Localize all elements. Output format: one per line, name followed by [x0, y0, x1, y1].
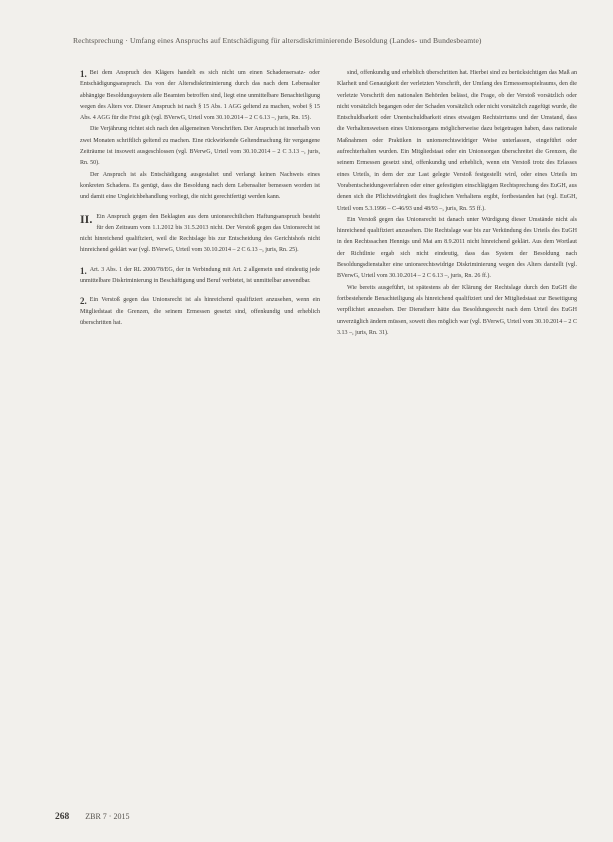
paragraph [337, 283, 577, 339]
paragraph-text: Ein Anspruch gegen den Beklagten aus dem unionsrechtlichen Haftungsanspruch besteht für den Zeitraum vom 1.1.2012 bis 31.5.2013 nicht. Der Verstoß gegen das Unionsrecht ist nicht hinreichend qualifiziert, weil die Rechtslage bis zur Entscheidung des Gerichtshofs nicht hinreichend geklärt war (vgl. BVerwG, Urteil vom 30.10.2014 – 2 C 6.13 –, juris, Rn. 25). [80, 213, 320, 254]
paragraph-text: Wie bereits ausgeführt, ist spätestens ab der Klärung der Rechtslage durch den EuGH die fortbestehende Benachteiligung als hinreichend qualifiziert und der Mitgliedstaat zur Beseitigung verpflichtet anzusehen. Der Dienstherr hätte das Besoldungsrecht nach dem Urteil des EuGH unverzüglich ändern müssen, soweit dies möglich war (vgl. BVerwG, Urteil vom 30.10.2014 – 2 C 3.13 –, juris, Rn. 31). [337, 284, 577, 336]
paragraph [80, 212, 320, 257]
paragraph-text: Ein Verstoß gegen das Unionsrecht ist danach unter Würdigung dieser Umstände nicht als hinreichend qualifiziert anzusehen. Die Rechtslage war bis zur Verkündung des Urteils des EuGH in den Rechtssachen Hennigs und Mai am 8.9.2011 nicht hinreichend geklärt. Aus dem Wortlaut der Richtlinie ergab sich nicht eindeutig, dass das System der Besoldung nach Besoldungsdienstalter eine unionsrechtswidrige Diskriminierung wegen des Alters darstellt (vgl. BVerwG, Urteil vom 30.10.2014 – 2 C 6.13 –, juris, Rn. 26 ff.). [337, 216, 577, 280]
journal-issue: ZBR 7 · 2015 [85, 812, 130, 821]
paragraph [337, 215, 577, 283]
page-footer [55, 812, 129, 822]
paragraph-text: Ein Verstoß gegen das Unionsrecht ist als hinreichend qualifiziert anzusehen, wenn ein Mitgliedstaat die Grenzen, die seinem Ermessen gesetzt sind, offenkundig und erheblich überschritten hat. [80, 297, 320, 326]
section-marker: II. [80, 211, 93, 226]
paragraph [337, 68, 577, 215]
paragraph [80, 295, 320, 329]
paragraph-text: sind, offenkundig und erheblich überschritten hat. Hierbei sind zu berücksichtigen das Maß an Klarheit und Genauigkeit der verletzten Vorschrift, der Umfang des Ermessensspielraums, den die verletzte Vorschrift den nationalen Behörden belässt, die Frage, ob der Verstoß vorsätzlich oder nicht vorsätzlich begangen oder der Schaden vorsätzlich oder nicht vorsätzlich zugefügt wurde, die Entschuldbarkeit oder Unentschuldbarkeit eines etwaigen Rechtsirrtums und der Umstand, dass die Verhaltensweisen eines Unionsorgans möglicherweise dazu beigetragen haben, dass nationale Maßnahmen oder Praktiken in unionsrechtswidriger Weise unterlassen, eingeführt oder aufrechterhalten wurden. Ein Mitgliedstaat oder ein Unionsorgan überschreitet die Grenzen, die seinem Ermessen gesetzt sind, offenkundig und erheblich, wenn ein Verstoß trotz des Erlasses eines Urteils, in dem der zur Last gelegte Verstoß festgestellt wird, oder eines Urteils im Vorabentscheidungsverfahren oder einer gefestigten einschlägigen Rechtsprechung des EuGH, aus denen sich die Pflichtwidrigkeit des fraglichen Verhaltens ergibt, fortbestanden hat (vgl. EuGH, Urteil vom 5.3.1996 – C-46/93 und 48/93 –, juris, Rn. 55 ff.). [337, 70, 577, 212]
left-column [80, 68, 320, 329]
right-column [337, 68, 577, 339]
paragraph-text: Art. 3 Abs. 1 der RL 2000/78/EG, der in Verbindung mit Art. 2 allgemein und eindeutig jede unmittelbare Diskriminierung in Beschäftigung und Beruf verbietet, ist unmittelbar anwendbar. [80, 266, 320, 285]
paragraph-text: Die Verjährung richtet sich nach den allgemeinen Vorschriften. Der Anspruch ist innerhalb von zwei Monaten schriftlich geltend zu machen. Eine rückwirkende Geltendmachung für vergangene Zeiträume ist insoweit ausgeschlossen (vgl. BVerwG, Urteil vom 30.10.2014 – 2 C 3.13 –, juris, Rn. 50). [80, 126, 320, 167]
section-marker: 1. [80, 265, 87, 276]
section-marker: 2. [80, 296, 87, 307]
paragraph [80, 265, 320, 288]
paragraph [80, 124, 320, 169]
page-number: 268 [55, 812, 70, 822]
paragraph [80, 68, 320, 124]
paragraph-text: Der Anspruch ist als Entschädigung ausgestaltet und verlangt keinen Nachweis eines konkreten Schadens. Es genügt, dass die Besoldung nach dem Lebensalter bemessen worden ist und damit eine Ungleichbehandlung vorliegt, die nicht gerechtfertigt werden kann. [80, 171, 320, 201]
paragraph [80, 170, 320, 204]
section-marker: 1. [80, 69, 87, 79]
paragraph-text: Bei dem Anspruch des Klägers handelt es sich nicht um einen Schadensersatz- oder Entschädigungsanspruch. Da von der Altersdiskriminierung durch das nach dem Lebensalter abhängige Besoldungssystem alle Beamten betroffen sind, liegt eine unmittelbare Benachteiligung wegen des Alters vor. Dieser Anspruch ist nach § 15 Abs. 1 AGG geltend zu machen, wobei § 15 Abs. 4 AGG für die Frist gilt (vgl. BVerwG, Urteil vom 30.10.2014 – 2 C 6.13 –, juris, Rn. 15). [80, 70, 320, 122]
running-head: Rechtsprechung · Umfang eines Anspruchs auf Entschädigung für altersdiskriminierende Besoldung (Landes- und Bundesbeamte) [73, 36, 482, 45]
